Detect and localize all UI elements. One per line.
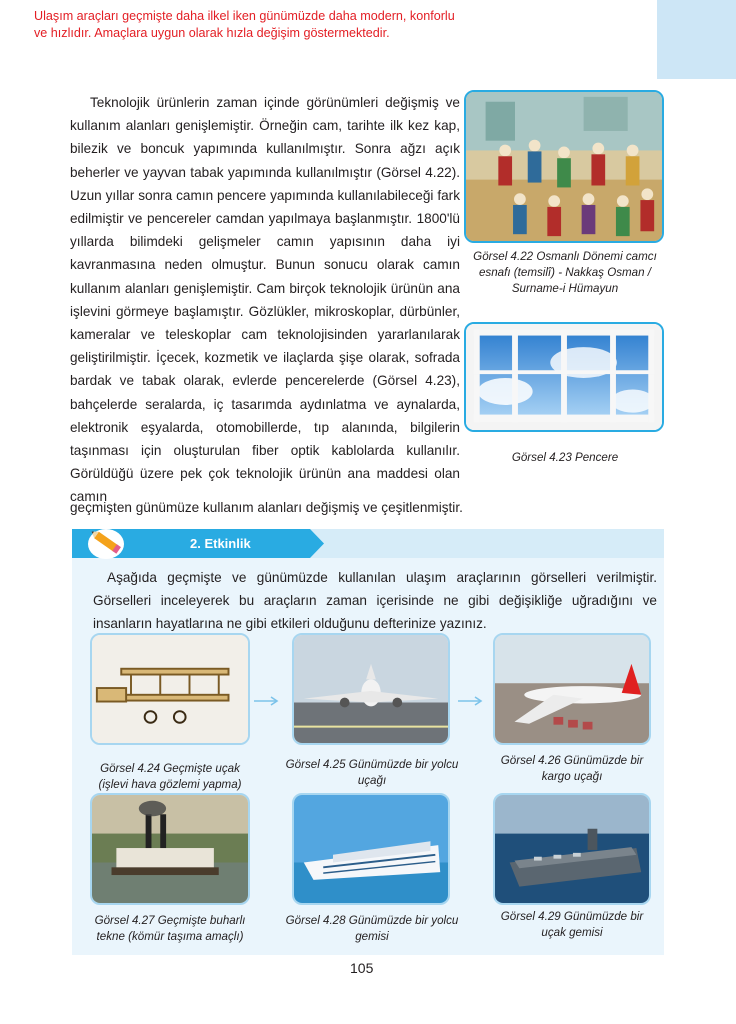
page-number: 105: [350, 960, 374, 976]
figure-4-29-image: [493, 793, 651, 905]
arrow-right-icon: [254, 696, 280, 706]
main-paragraph-text: Teknolojik ürünlerin zaman içinde görünümleri değişmiş ve kullanım alanları genişlemiştir. Örneğin cam, tarihte ilk kez kap, bilezik ve boncuk yapımında kullanılmıştır. Sonra ağzı açık beherler ve yayvan tabak yapımında kullanılmıştır (Görsel 4.22). Uzun yıllar sonra camın pencere yapımında kullanılabileceği fark edilmiştir ve pencereler camdan yapılmaya başlanmıştır. 1800'lü yıllarda bilimdeki gelişmeler camın yapısının daha iyi kavranmasına neden olmuştur. Bunun sonucu olarak camın kullanım alanları genişlemiştir. Cam birçok teknolojik ürünün ana işlevini görmeye başlamıştır. Gözlükler, mikroskoplar, dürbünler, kameralar ve teleskoplar cam teknolojisinden yararlanılarak geliştirilmiştir. İçecek, kozmetik ve ilaçlarda şişe olarak, sofrada bardak ve tabak olarak, evlerde pencerelerde (Görsel 4.23), bahçelerde seralarda, iç tasarımda aydınlatma ve aynalarda, elektronik eşyalarda, otomobillerde, tıp alanında, bilgilerin taşınması için oluşturulan fiber optik kablolarda kullanılır. Görüldüğü üzere pek çok teknolojik ürünün ana maddesi olan camın: [70, 95, 460, 505]
figure-4-25-caption: Görsel 4.25 Günümüzde bir yolcu uçağı: [285, 758, 459, 787]
figure-4-23-image: [464, 322, 664, 432]
activity-instructions-text: Aşağıda geçmişte ve günümüzde kullanılan ulaşım araçlarının görselleri verilmiştir. Görselleri inceleyerek bu araçların zaman içerisinde ne gibi değişikliğe uğradığını ve insanların hayatlarına ne gibi etkileri olduğunu defterinize yazınız.: [93, 570, 657, 632]
pencil-icon: [86, 524, 130, 562]
arrow-right-icon: [458, 696, 484, 706]
figure-4-26-image: [493, 633, 651, 745]
figure-4-24-caption: Görsel 4.24 Geçmişte uçak (işlevi hava gözlemi yapma): [98, 762, 242, 791]
main-paragraph-last-line: geçmişten günümüze kullanım alanları değişmiş ve çeşitlenmiştir.: [70, 500, 463, 515]
figure-4-27-image: [90, 793, 250, 905]
figure-4-25-image: [292, 633, 450, 745]
figure-4-23-caption: Görsel 4.23 Pencere: [511, 451, 619, 464]
figure-4-29-caption: Görsel 4.29 Günümüzde bir uçak gemisi: [500, 910, 644, 939]
figure-4-28-image: [292, 793, 450, 905]
corner-block: [657, 0, 736, 79]
main-paragraph: [70, 91, 460, 505]
figure-4-26-caption: Görsel 4.26 Günümüzde bir kargo uçağı: [500, 754, 644, 783]
figure-4-22-caption: Görsel 4.22 Osmanlı Dönemi camcı esnafı (temsilî) - Nakkaş Osman / Surname-i Hümayun: [473, 250, 657, 295]
header-note: Ulaşım araçları geçmişte daha ilkel iken günümüzde daha modern, konforlu ve hızlıdır. Amaçlara uygun olarak hızla değişim göstermektedir.: [34, 9, 455, 40]
activity-title: 2. Etkinlik: [190, 536, 251, 551]
figure-4-27-caption: Görsel 4.27 Geçmişte buharlı tekne (kömür taşıma amaçlı): [94, 914, 246, 943]
figure-4-24-image: [90, 633, 250, 745]
activity-header-bar: [72, 529, 664, 558]
activity-instructions: [93, 566, 657, 636]
figure-4-22-image: [464, 90, 664, 243]
figure-4-28-caption: Görsel 4.28 Günümüzde bir yolcu gemisi: [285, 914, 459, 943]
